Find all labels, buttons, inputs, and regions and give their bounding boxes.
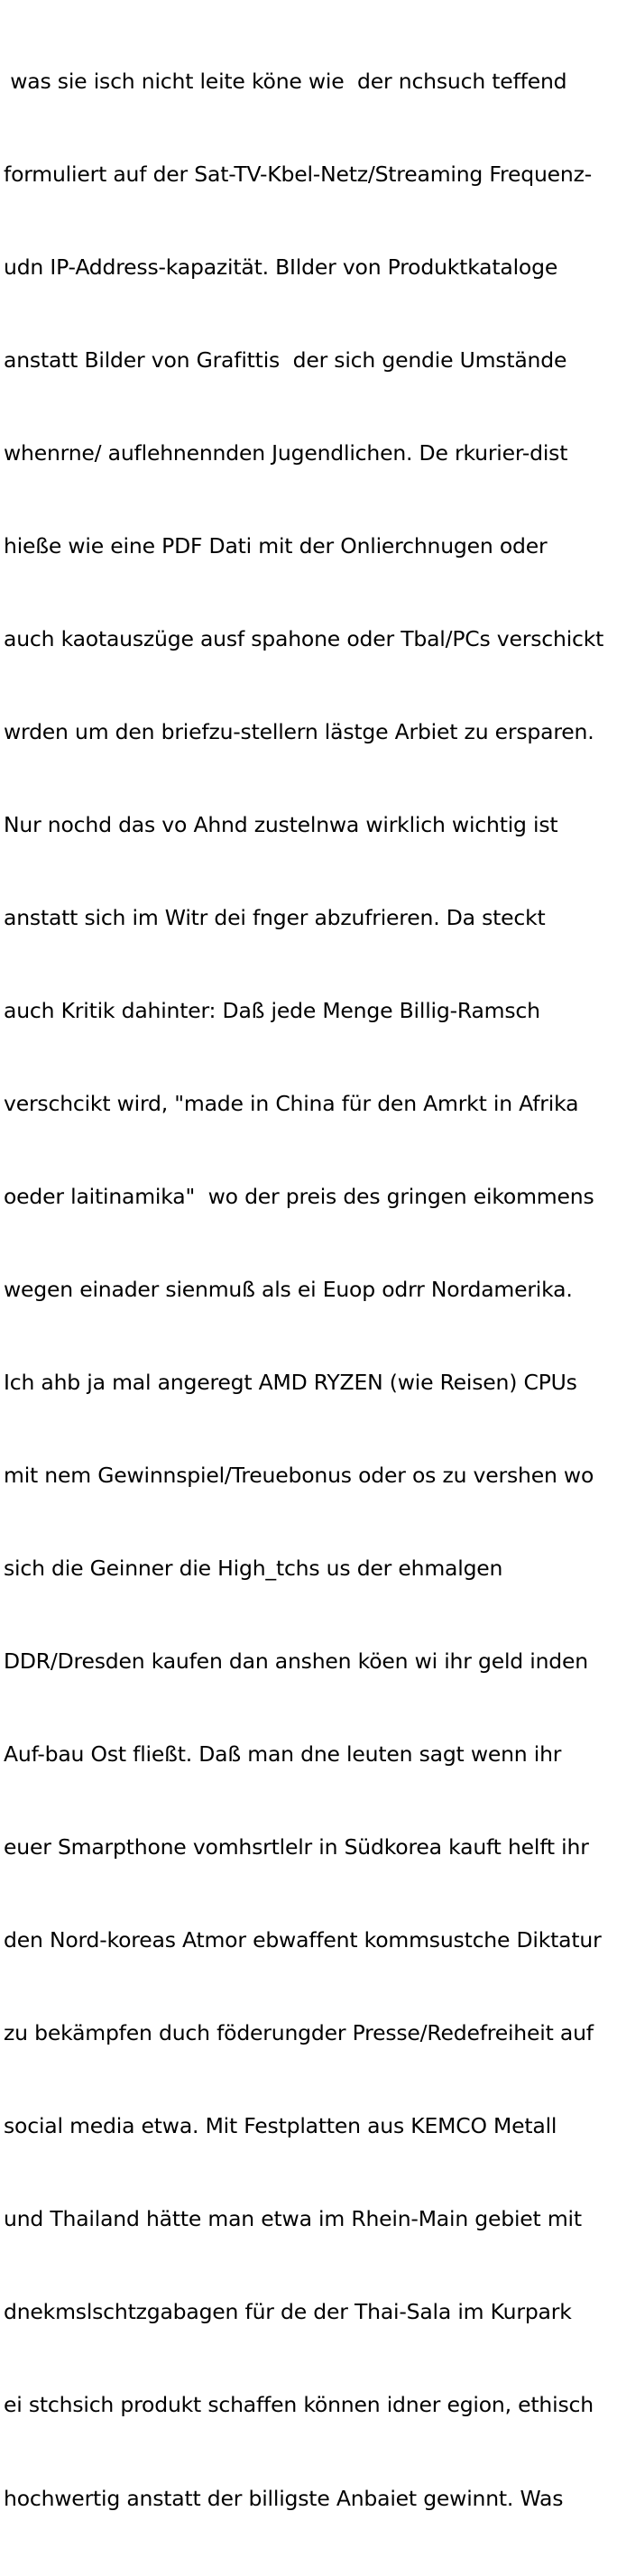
- text-line: social media etwa. Mit Festplatten aus KEMCO Metall: [4, 2113, 557, 2139]
- text-line: ei stchsich produkt schaffen können idner egion, ethisch: [4, 2392, 594, 2418]
- text-line: Nur nochd das vo Ahnd zustelnwa wirklich wichtig ist: [4, 811, 558, 837]
- text-line: Auf-bau Ost fließt. Daß man dne leuten sagt wenn ihr: [4, 1741, 562, 1768]
- text-line: hieße wie eine PDF Dati mit der Onlierchnugen oder: [4, 532, 548, 559]
- text-line: DDR/Dresden kaufen dan anshen köen wi ihr geld inden: [4, 1648, 588, 1675]
- text-line: sich die Geinner die High_tchs us der ehmalgen: [4, 1556, 503, 1582]
- text-line: euer Smarpthone vomhsrtlelr in Südkorea kauft helft ihr: [4, 1834, 589, 1860]
- text-line: anstatt sich im Witr dei fnger abzufrieren. Da steckt: [4, 904, 546, 930]
- text-line: den Nord-koreas Atmor ebwaffent kommsustche Diktatur: [4, 1927, 602, 1953]
- text-line: anstatt Bilder von Grafittis der sich gendie Umstände: [4, 346, 567, 373]
- text-line: wrden um den briefzu-stellern lästge Arbiet zu ersparen.: [4, 718, 594, 744]
- text-line: hochwertig anstatt der billigste Anbaiet gewinnt. Was: [4, 2485, 564, 2511]
- text-line: zu bekämpfen duch föderungder Presse/Redefreiheit auf: [4, 2020, 594, 2046]
- body-text: [4, 4, 617, 2576]
- text-line: mit nem Gewinnspiel/Treuebonus oder os zu vershen wo: [4, 1463, 594, 1489]
- text-line: und Thailand hätte man etwa im Rhein-Main gebiet mit: [4, 2206, 582, 2232]
- text-line: was sie isch nicht leite köne wie der nchsuch teffend: [4, 68, 567, 94]
- text-line: formuliert auf der Sat-TV-Kbel-Netz/Streaming Frequenz-: [4, 161, 593, 187]
- text-line: verschcikt wird, "made in China für den Amrkt in Afrika: [4, 1091, 579, 1117]
- text-line: udn IP-Address-kapazität. BIlder von Produktkataloge: [4, 254, 558, 280]
- text-line: wegen einader sienmuß als ei Euop odrr Nordamerika.: [4, 1277, 573, 1303]
- text-line: auch Kritik dahinter: Daß jede Menge Billig-Ramsch: [4, 998, 540, 1023]
- text-line: auch kaotauszüge ausf spahone oder Tbal/PCs verschickt: [4, 625, 604, 651]
- text-line: Ich ahb ja mal angeregt AMD RYZEN (wie Reisen) CPUs: [4, 1370, 577, 1396]
- text-line: whenrne/ auflehnennden Jugendlichen. De rkurier-dist: [4, 439, 568, 466]
- text-line: oeder laitinamika" wo der preis des gringen eikommens: [4, 1184, 594, 1210]
- text-line: dnekmslschtzgabagen für de der Thai-Sala im Kurpark: [4, 2299, 572, 2325]
